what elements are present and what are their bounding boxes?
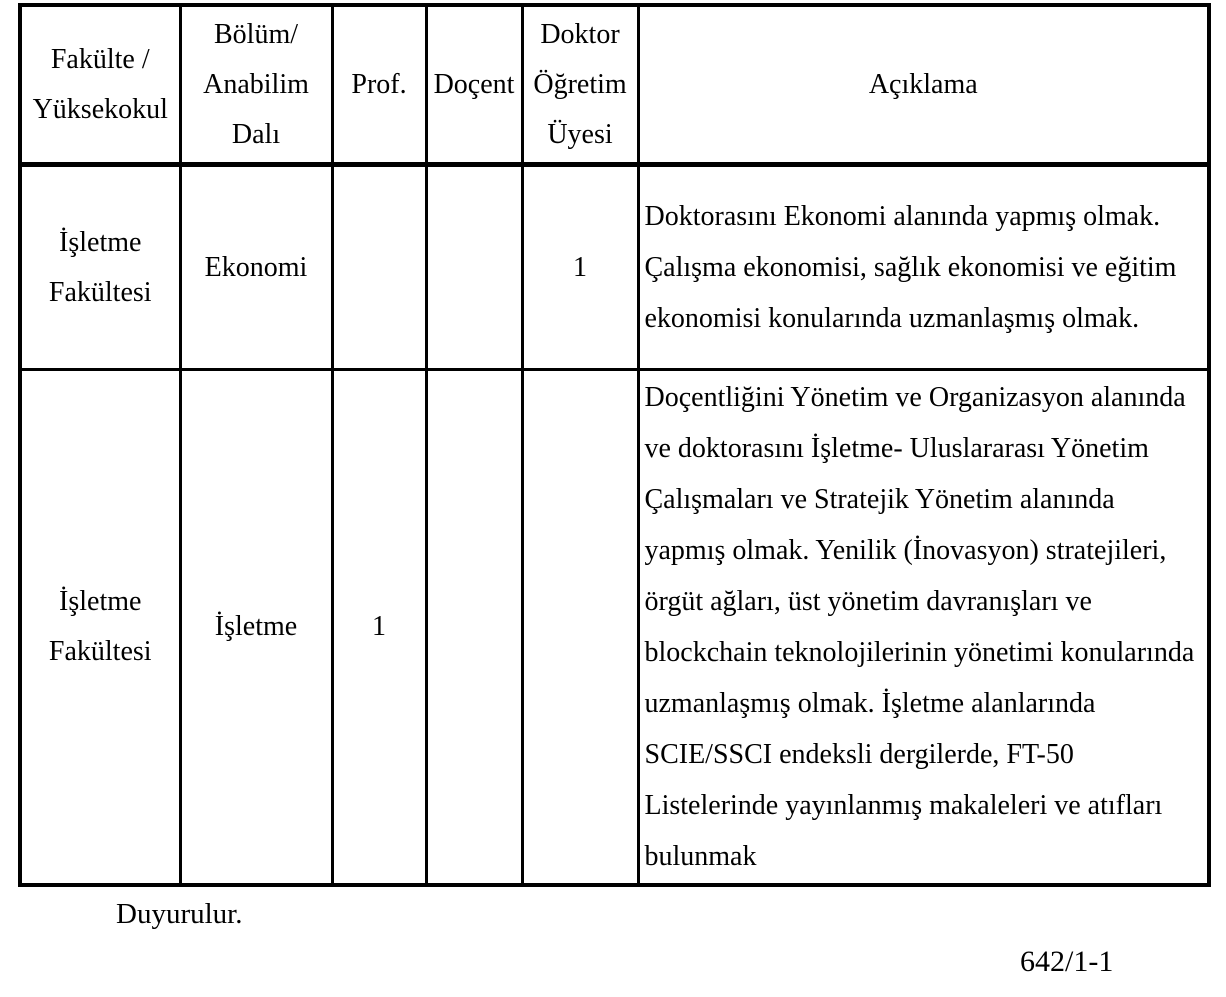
table-row xyxy=(20,370,1209,886)
cell-prof-count xyxy=(332,165,426,370)
faculty-positions-table xyxy=(18,3,1211,887)
cell-docent-count xyxy=(426,370,522,886)
header-department: Bölüm/ Anabilim Dalı xyxy=(180,5,332,165)
closing-statement: Duyurulur. xyxy=(116,898,243,930)
cell-docent-count xyxy=(426,165,522,370)
cell-prof-count: 1 xyxy=(332,370,426,886)
cell-doktor-ogretim-uyesi-count: 1 xyxy=(522,165,638,370)
header-prof: Prof. xyxy=(332,5,426,165)
header-row xyxy=(20,5,1209,165)
cell-department: İşletme xyxy=(180,370,332,886)
cell-description: Doktorasını Ekonomi alanında yapmış olmak. Çalışma ekonomisi, sağlık ekonomisi ve eğitim ekonomisi konularında uzmanlaşmış olmak. xyxy=(638,165,1209,370)
cell-faculty: İşletme Fakültesi xyxy=(20,370,180,886)
reference-number: 642/1-1 xyxy=(1020,945,1114,978)
header-doktor-ogretim-uyesi: Doktor Öğretim Üyesi xyxy=(522,5,638,165)
cell-department: Ekonomi xyxy=(180,165,332,370)
header-description: Açıklama xyxy=(638,5,1209,165)
header-docent: Doçent xyxy=(426,5,522,165)
cell-description: Doçentliğini Yönetim ve Organizasyon alanında ve doktorasını İşletme- Uluslararası Yönetim Çalışmaları ve Stratejik Yönetim alanında yapmış olmak. Yenilik (İnovasyon) stratejileri, örgüt ağları, üst yönetim davranışları ve blockchain teknolojilerinin yönetimi konularında uzmanlaşmış olmak. İşletme alanlarında SCIE/SSCI endeksli dergilerde, FT-50 Listelerinde yayınlanmış makaleleri ve atıfları bulunmak xyxy=(638,370,1209,886)
cell-doktor-ogretim-uyesi-count xyxy=(522,370,638,886)
table-row xyxy=(20,165,1209,370)
cell-faculty: İşletme Fakültesi xyxy=(20,165,180,370)
header-faculty: Fakülte / Yüksekokul xyxy=(20,5,180,165)
